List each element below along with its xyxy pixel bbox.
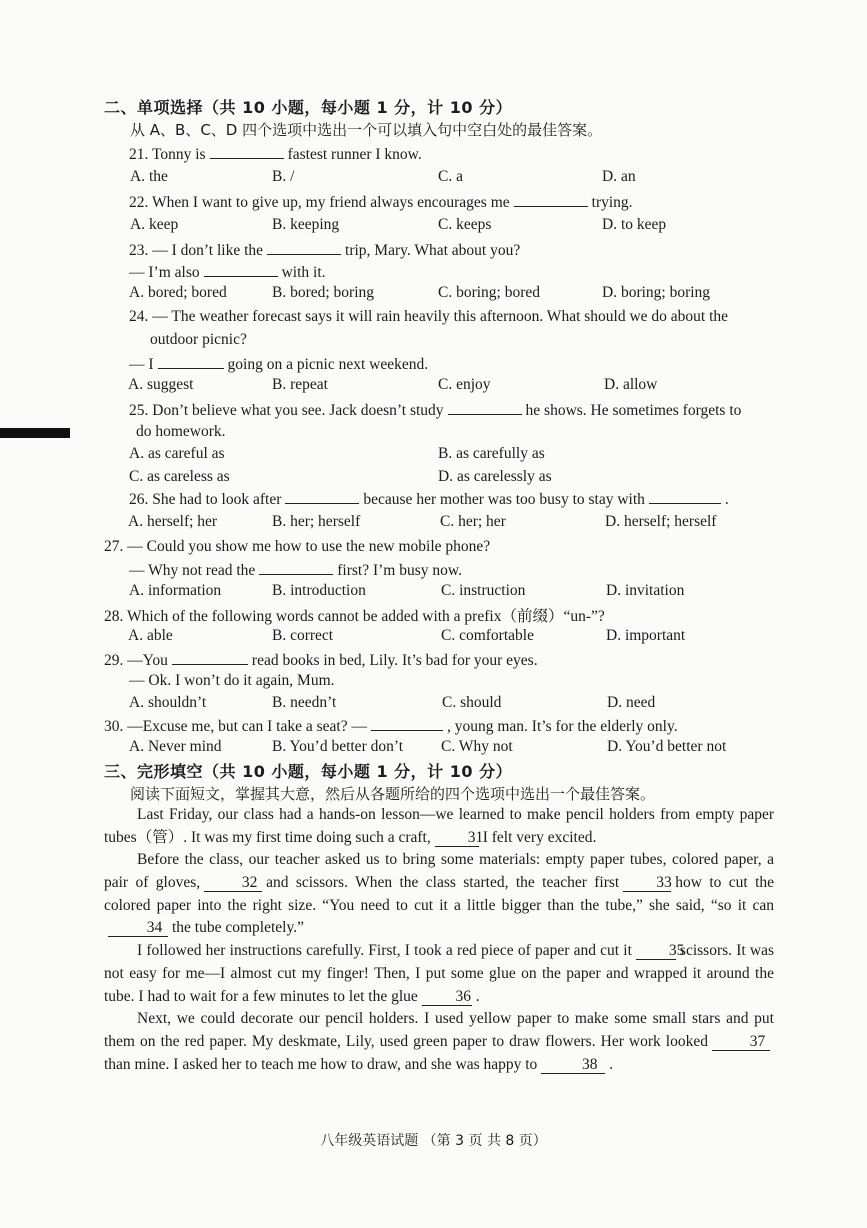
question-text: .: [724, 491, 729, 508]
section2-title: 二、单项选择（共 10 小题，每小题 1 分，计 10 分）: [104, 98, 513, 117]
answer-blank: [448, 400, 522, 415]
question-21: [129, 144, 422, 164]
option-d[interactable]: D. allow: [604, 376, 658, 393]
cloze-blank-35[interactable]: 35: [636, 943, 676, 960]
question-text: — I: [129, 356, 154, 373]
option-c[interactable]: C. Why not: [441, 738, 513, 755]
cloze-paragraph-1: Last Friday, our class had a hands-on lesson—we learned to make pencil holders from empty paper tubes（管）. It was my first time doing such a craft, 31I felt very excited.: [104, 806, 774, 846]
question-text: going on a picnic next weekend.: [227, 356, 429, 373]
option-b[interactable]: B. correct: [272, 627, 334, 644]
question-24-cont: outdoor picnic?: [150, 331, 247, 348]
option-a[interactable]: A. able: [128, 627, 173, 644]
option-d[interactable]: D. to keep: [602, 216, 667, 233]
cloze-paragraph-3: I followed her instructions carefully. First, I took a red piece of paper and cut it 35scissors. It was not easy for me—I almost cut my finger! Then, I put some glue on the paper and wrapped it around the tube. I had to wait for a few minutes to let the glue 36 .: [104, 942, 774, 1005]
question-24-reply: [129, 354, 428, 374]
option-d[interactable]: D. need: [607, 694, 656, 711]
page-footer: 八年级英语试题 （第 3 页 共 8 页）: [320, 1133, 547, 1149]
question-29: [104, 650, 538, 670]
question-text: 23. — I don’t like the: [129, 242, 264, 259]
option-b[interactable]: B. her; herself: [272, 513, 361, 530]
answer-blank: [285, 489, 359, 504]
question-text: 26. She had to look after: [129, 491, 282, 508]
option-d[interactable]: D. You’d better not: [607, 738, 727, 755]
answer-blank: [259, 560, 333, 575]
option-d[interactable]: D. important: [606, 627, 686, 644]
option-b[interactable]: B. You’d better don’t: [272, 738, 404, 755]
question-text: 25. Don’t believe what you see. Jack doesn’t study: [129, 402, 444, 419]
option-d[interactable]: D. an: [602, 168, 636, 185]
cloze-blank-31[interactable]: 31: [435, 830, 479, 847]
option-c[interactable]: C. a: [438, 168, 463, 185]
question-24: 24. — The weather forecast says it will rain heavily this afternoon. What should we do about the: [129, 308, 729, 325]
answer-blank: [210, 144, 284, 159]
option-b[interactable]: B. introduction: [272, 582, 366, 599]
option-a[interactable]: A. keep: [130, 216, 179, 233]
answer-blank: [371, 716, 443, 731]
answer-blank: [649, 489, 721, 504]
option-d[interactable]: D. herself; herself: [605, 513, 717, 530]
question-27-reply: [129, 560, 462, 580]
section3-title: 三、完形填空（共 10 小题，每小题 1 分，计 10 分）: [104, 762, 513, 781]
answer-blank: [158, 354, 224, 369]
cloze-blank-33[interactable]: 33: [623, 875, 671, 892]
option-d[interactable]: D. boring; boring: [602, 284, 711, 301]
cloze-blank-37[interactable]: 37: [712, 1034, 770, 1051]
question-text: because her mother was too busy to stay with: [363, 491, 645, 508]
scan-edge-mark: [0, 428, 70, 438]
question-text: 29. —You: [104, 652, 168, 669]
cloze-blank-38[interactable]: 38: [541, 1057, 605, 1074]
option-a[interactable]: A. herself; her: [128, 513, 218, 530]
question-26: [129, 489, 729, 509]
question-text: he shows. He sometimes forgets to: [525, 402, 742, 419]
question-text: — Why not read the: [129, 562, 256, 579]
option-a[interactable]: A. the: [130, 168, 168, 185]
question-28: 28. Which of the following words cannot be added with a prefix（前缀）“un-”?: [104, 608, 605, 625]
option-a[interactable]: A. Never mind: [129, 738, 222, 755]
question-text: trying.: [591, 194, 633, 211]
question-22: [129, 192, 633, 212]
section2-instruction: 从 A、B、C、D 四个选项中选出一个可以填入句中空白处的最佳答案。: [130, 121, 603, 139]
question-23: [129, 240, 520, 260]
question-text: read books in bed, Lily. It’s bad for your eyes.: [251, 652, 538, 669]
option-a[interactable]: A. as careful as: [129, 445, 225, 462]
option-c[interactable]: C. comfortable: [441, 627, 534, 644]
question-25: [129, 400, 741, 420]
question-25-cont: do homework.: [136, 423, 226, 440]
answer-blank: [204, 262, 278, 277]
option-c[interactable]: C. as careless as: [129, 468, 230, 485]
option-c[interactable]: C. her; her: [440, 513, 506, 530]
question-23-reply: [129, 262, 326, 282]
question-29-reply: — Ok. I won’t do it again, Mum.: [129, 672, 335, 689]
answer-blank: [172, 650, 248, 665]
cloze-blank-36[interactable]: 36: [422, 989, 472, 1006]
option-b[interactable]: B. as carefully as: [438, 445, 545, 462]
option-b[interactable]: B. bored; boring: [272, 284, 375, 301]
option-b[interactable]: B. repeat: [272, 376, 328, 393]
option-c[interactable]: C. boring; bored: [438, 284, 541, 301]
question-text: 30. —Excuse me, but can I take a seat? —: [104, 718, 367, 735]
option-a[interactable]: A. information: [129, 582, 222, 599]
answer-blank: [267, 240, 341, 255]
question-text: fastest runner I know.: [287, 146, 422, 163]
cloze-paragraph-4: Next, we could decorate our pencil holders. I used yellow paper to make some small stars and put them on the red paper. My deskmate, Lily, used green paper to draw flowers. Her work looked 37than mine. I asked her to teach me how to draw, and she was happy to 38 .: [104, 1010, 774, 1073]
option-c[interactable]: C. instruction: [441, 582, 526, 599]
cloze-blank-32[interactable]: 32: [204, 875, 262, 892]
question-text: trip, Mary. What about you?: [345, 242, 521, 259]
cloze-paragraph-2: Before the class, our teacher asked us to bring some materials: empty paper tubes, colored paper, a pair of gloves, 32 and scissors. When the class started, the teacher first 33 how to cut the colored paper into the right size. “You need to cut it a little bigger than the tube,” she said, “so it can34 the tube completely.”: [104, 851, 775, 937]
question-text: — I’m also: [129, 264, 200, 281]
option-c[interactable]: C. keeps: [438, 216, 492, 233]
question-27: 27. — Could you show me how to use the new mobile phone?: [104, 538, 491, 555]
option-d[interactable]: D. as carelessly as: [438, 468, 552, 485]
cloze-blank-34[interactable]: 34: [108, 920, 168, 937]
section3-instruction: 阅读下面短文，掌握其大意，然后从各题所给的四个选项中选出一个最佳答案。: [130, 785, 656, 803]
option-a[interactable]: A. shouldn’t: [129, 694, 207, 711]
option-b[interactable]: B. keeping: [272, 216, 340, 233]
question-text: , young man. It’s for the elderly only.: [446, 718, 678, 735]
option-c[interactable]: C. should: [442, 694, 502, 711]
question-text: 21. Tonny is: [129, 146, 206, 163]
option-a[interactable]: A. bored; bored: [129, 284, 227, 301]
question-text: with it.: [281, 264, 326, 281]
question-30: [104, 716, 678, 736]
question-text: 22. When I want to give up, my friend always encourages me: [129, 194, 510, 211]
option-c[interactable]: C. enjoy: [438, 376, 491, 393]
option-a[interactable]: A. suggest: [128, 376, 194, 393]
option-b[interactable]: B. /: [272, 168, 295, 185]
answer-blank: [514, 192, 588, 207]
option-d[interactable]: D. invitation: [606, 582, 685, 599]
option-b[interactable]: B. needn’t: [272, 694, 337, 711]
question-text: first? I’m busy now.: [337, 562, 462, 579]
